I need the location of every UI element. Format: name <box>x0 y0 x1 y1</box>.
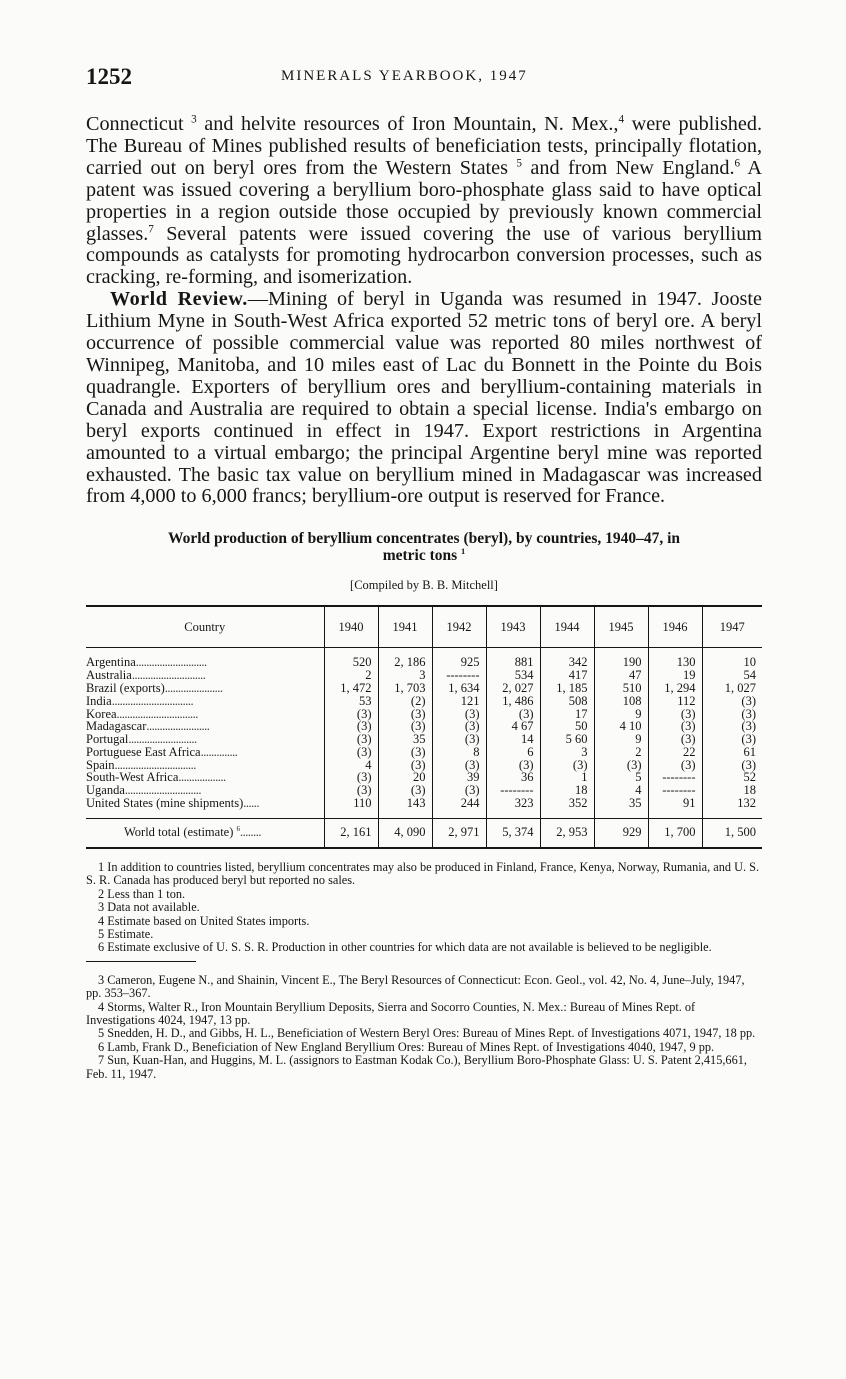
table-header-row <box>86 606 762 648</box>
table-cell: 3 <box>378 669 432 682</box>
table-cell: 929 <box>594 818 648 848</box>
table-cell: (3) <box>594 759 648 772</box>
table-cell: 112 <box>648 695 702 708</box>
table-cell: 108 <box>594 695 648 708</box>
table-cell: 2, 027 <box>486 682 540 695</box>
footnote: 3 Cameron, Eugene N., and Shainin, Vincent E., The Beryl Resources of Connecticut: Econ. Geol., vol. 42, No. 4, June–July, 1947, pp. 353–367. <box>86 972 745 1001</box>
world-review-heading: World Review. <box>110 288 248 311</box>
table-cell: 4 <box>324 759 378 772</box>
table-body <box>86 648 762 819</box>
table-cell: (3) <box>324 784 378 797</box>
table-cell: 1, 703 <box>378 682 432 695</box>
footnote: 7 Sun, Kuan-Han, and Huggins, M. L. (assignors to Eastman Kodak Co.), Beryllium Boro-Phosphate Glass: U. S. Patent 2,415,661, Feb. 11, 1947. <box>86 1053 747 1081</box>
table-cell: 19 <box>648 669 702 682</box>
table-cell: 925 <box>432 656 486 669</box>
country-name: United States (mine shipments)...... <box>86 796 260 811</box>
table-cell: 190 <box>594 656 648 669</box>
table-cell: (3) <box>702 708 762 721</box>
table-cell: 1, 185 <box>540 682 594 695</box>
total-label: World total (estimate) $^6$........ <box>124 825 261 840</box>
total-row <box>86 818 762 848</box>
column-header: 1945 <box>594 606 648 648</box>
table-cell: 2, 953 <box>540 818 594 848</box>
table-cell: 130 <box>648 656 702 669</box>
table-cell: (3) <box>324 746 378 759</box>
country-name: Spain............................... <box>86 757 196 772</box>
table-cell: 22 <box>648 746 702 759</box>
table-cell: 881 <box>486 656 540 669</box>
table-cell: 1, 500 <box>702 818 762 848</box>
table-cell: 132 <box>702 797 762 810</box>
column-header: 1940 <box>324 606 378 648</box>
table-note: 3 Data not available. <box>98 900 200 915</box>
column-header: 1946 <box>648 606 702 648</box>
table-cell: (3) <box>702 733 762 746</box>
table-cell: (3) <box>378 746 432 759</box>
table-cell: 36 <box>486 771 540 784</box>
table-cell: 14 <box>486 733 540 746</box>
country-name: Argentina........................... <box>86 655 207 670</box>
table-cell: 5, 374 <box>486 818 540 848</box>
table-cell: 2, 971 <box>432 818 486 848</box>
table-cell: 18 <box>540 784 594 797</box>
country-name: Madagascar........................ <box>86 719 210 734</box>
table-note: 2 Less than 1 ton. <box>98 886 186 901</box>
table-compiled-by: [Compiled by B. B. Mitchell] <box>350 578 498 593</box>
table-cell: 10 <box>702 656 762 669</box>
table-cell: (3) <box>648 708 702 721</box>
table-cell: (3) <box>702 695 762 708</box>
column-header: 1947 <box>702 606 762 648</box>
column-header: 1944 <box>540 606 594 648</box>
table-caption: World production of beryllium concentrates (beryl), by countries, 1940–47, in metric tons $^1$ <box>167 530 681 565</box>
table-cell: (3) <box>324 708 378 721</box>
footnotes <box>86 974 762 1081</box>
table-cell: (3) <box>432 708 486 721</box>
country-name: Brazil (exports)...................... <box>86 680 223 695</box>
table-cell: 9 <box>594 733 648 746</box>
table-note: 5 Estimate. <box>98 926 154 941</box>
table-cell: -------- <box>648 784 702 797</box>
table-cell: 1 <box>540 771 594 784</box>
table-cell: (3) <box>324 720 378 733</box>
table-cell: (3) <box>540 759 594 772</box>
table-cell: 1, 634 <box>432 682 486 695</box>
table-cell: 1, 472 <box>324 682 378 695</box>
table-notes <box>86 861 762 955</box>
table-cell: 110 <box>324 797 378 810</box>
table-note: 4 Estimate based on United States imports. <box>98 913 310 928</box>
page-header <box>86 64 762 96</box>
page <box>86 64 762 1081</box>
table-cell: (3) <box>486 708 540 721</box>
table-cell: (3) <box>702 759 762 772</box>
table-cell: 53 <box>324 695 378 708</box>
table-cell: 35 <box>594 797 648 810</box>
column-header: 1943 <box>486 606 540 648</box>
column-header: 1942 <box>432 606 486 648</box>
table-cell: (3) <box>432 720 486 733</box>
table-cell: 4, 090 <box>378 818 432 848</box>
table-cell: 323 <box>486 797 540 810</box>
table-cell: 143 <box>378 797 432 810</box>
footnote: 6 Lamb, Frank D., Beneficiation of New England Beryllium Ores: Bureau of Mines Rept. of Investigations 4040, 1947, 9 pp. <box>98 1039 715 1054</box>
table-cell: (3) <box>432 733 486 746</box>
table-cell: 534 <box>486 669 540 682</box>
table-cell: 5 60 <box>540 733 594 746</box>
table-cell: (3) <box>378 720 432 733</box>
country-name: South-West Africa.................. <box>86 770 226 785</box>
table-cell: (3) <box>378 708 432 721</box>
production-table <box>86 605 762 849</box>
table-cell: 3 <box>540 746 594 759</box>
table-cell: -------- <box>648 771 702 784</box>
table-cell: 417 <box>540 669 594 682</box>
country-name: Australia............................ <box>86 668 206 683</box>
table-cell: 4 10 <box>594 720 648 733</box>
table-cell: 352 <box>540 797 594 810</box>
table-cell: 2, 161 <box>324 818 378 848</box>
table-cell: (3) <box>648 720 702 733</box>
table-cell: 50 <box>540 720 594 733</box>
table-cell: (3) <box>648 733 702 746</box>
table-cell: 508 <box>540 695 594 708</box>
table-cell: 8 <box>432 746 486 759</box>
world-review-text: —Mining of beryl in Uganda was resumed in 1947. Jooste Lithium Myne in South-West Africa exported 52 metric tons of beryl ore. A beryl occurrence of possible commercial value was reported 80 miles northwest of Winnipeg, Manitoba, and 10 miles east of Lac du Bonnett in the Pointe du Bois quadrangle. Exporters of beryllium ores and beryllium-containing materials in Canada and Australia are required to obtain a special license. India's embargo on beryl exports continued in effect in 1947. Export restrictions in Argentina amounted to a virtual embargo; the principal Argentine beryl mine was reported exhausted. The basic tax value on beryllium mined in Madagascar was increased from 4,000 to 6,000 francs; beryllium-ore output is reserved for France. <box>86 288 762 508</box>
country-name: Portuguese East Africa.............. <box>86 744 238 759</box>
table-cell: (3) <box>432 759 486 772</box>
table-cell: (3) <box>324 733 378 746</box>
footnote: 4 Storms, Walter R., Iron Mountain Beryllium Deposits, Sierra and Socorro Counties, N. Mex.: Bureau of Mines Rept. of Investigations 4024, 1947, 13 pp. <box>86 999 696 1027</box>
table-cell: 2 <box>594 746 648 759</box>
running-title: MINERALS YEARBOOK, 1947 <box>281 68 528 84</box>
table-cell: 121 <box>432 695 486 708</box>
table-cell: 39 <box>432 771 486 784</box>
table-cell: (3) <box>324 771 378 784</box>
footnote-divider <box>86 961 196 962</box>
country-name: Portugal.......................... <box>86 732 197 747</box>
paragraph-world-review <box>86 289 762 508</box>
table-cell: 1, 486 <box>486 695 540 708</box>
country-name: India............................... <box>86 693 194 708</box>
country-name: Uganda............................. <box>86 783 201 798</box>
table-cell: 91 <box>648 797 702 810</box>
table-cell: 1, 700 <box>648 818 702 848</box>
table-note: 6 Estimate exclusive of U. S. S. R. Production in other countries for which data are not available is believed to be negligible. <box>98 940 712 955</box>
table-cell: 17 <box>540 708 594 721</box>
table-cell: 9 <box>594 708 648 721</box>
page-number: 1252 <box>86 64 132 89</box>
table-cell: 4 67 <box>486 720 540 733</box>
table-cell: 342 <box>540 656 594 669</box>
paragraph-1: Connecticut $^3$ and helvite resources of Iron Mountain, N. Mex.,$^4$ were published. The Bureau of Mines published results of beneficiation tests, principally flotation, carried out on beryl ores from the Western States $^5$ and from New England.$^6$ A patent was issued covering a beryllium boro-phosphate glass said to have optical properties in a region outside those occupied by previously known commercial glasses.$^7$ Several patents were issued covering the use of various beryllium compounds as catalysts for promoting hydrocarbon conversion processes, such as cracking, re-forming, and isomerization. <box>86 113 763 289</box>
table-cell: (3) <box>702 720 762 733</box>
table-cell: -------- <box>432 669 486 682</box>
table-cell: 510 <box>594 682 648 695</box>
table-cell: 5 <box>594 771 648 784</box>
table-cell: (3) <box>378 784 432 797</box>
table-cell: 2, 186 <box>378 656 432 669</box>
country-name: Korea............................... <box>86 706 198 721</box>
table-cell: 52 <box>702 771 762 784</box>
table-row <box>86 797 762 810</box>
column-header: 1941 <box>378 606 432 648</box>
table-cell: 4 <box>594 784 648 797</box>
table-cell: -------- <box>486 784 540 797</box>
body-text <box>86 114 762 508</box>
table-cell: 1, 027 <box>702 682 762 695</box>
table-cell: (2) <box>378 695 432 708</box>
table-cell: 35 <box>378 733 432 746</box>
table-cell: (3) <box>378 759 432 772</box>
table-cell: 61 <box>702 746 762 759</box>
table-cell: 54 <box>702 669 762 682</box>
table-cell: 20 <box>378 771 432 784</box>
table-cell: 47 <box>594 669 648 682</box>
table-cell: 6 <box>486 746 540 759</box>
column-header: Country <box>184 619 226 634</box>
table-cell: 520 <box>324 656 378 669</box>
table-cell: 244 <box>432 797 486 810</box>
table-cell: (3) <box>486 759 540 772</box>
footnote: 5 Snedden, H. D., and Gibbs, H. L., Beneficiation of Western Beryl Ores: Bureau of Mines Rept. of Investigations 4071, 1947, 18 pp. <box>98 1026 756 1041</box>
table-cell: (3) <box>648 759 702 772</box>
table-cell: 1, 294 <box>648 682 702 695</box>
table-cell: (3) <box>432 784 486 797</box>
table-cell: 18 <box>702 784 762 797</box>
table-note: 1 In addition to countries listed, beryllium concentrates may also be produced in Finland, France, Kenya, Norway, Rumania, and U. S. S. R. Canada has produced beryl but reported no sales. <box>86 859 760 888</box>
table-cell: 2 <box>324 669 378 682</box>
